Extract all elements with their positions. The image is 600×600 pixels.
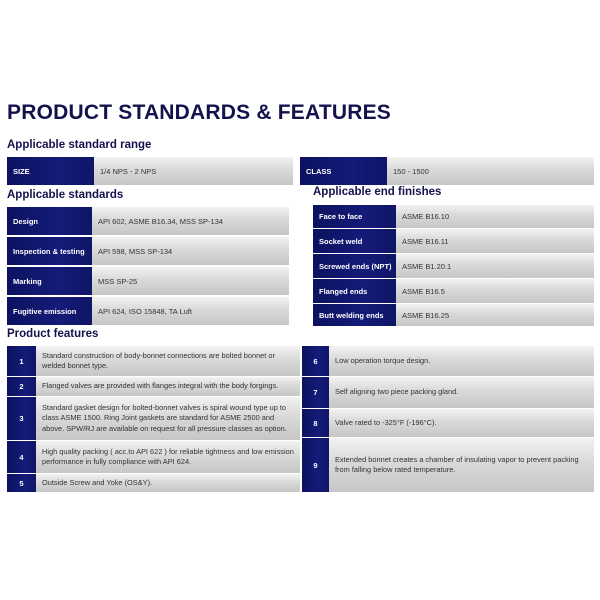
- feature-item: [7, 474, 300, 492]
- standard-value: MSS SP-25: [92, 267, 289, 295]
- feature-text: Outside Screw and Yoke (OS&Y).: [36, 474, 300, 492]
- standards-heading: Applicable standards: [7, 189, 124, 201]
- class-label: CLASS: [300, 157, 387, 185]
- standard-label: Design: [7, 207, 92, 235]
- feature-number: 7: [302, 377, 329, 408]
- page-title: PRODUCT STANDARDS & FEATURES: [7, 101, 391, 124]
- standard-value: API 598, MSS SP-134: [92, 237, 289, 265]
- feature-text: Extended bonnet creates a chamber of insulating vapor to prevent packing from falling below rated temperature.: [329, 438, 594, 492]
- standards-row: [7, 297, 289, 325]
- feature-text: Flanged valves are provided with flanges integral with the body forgings.: [36, 377, 300, 396]
- standards-row: [7, 207, 289, 235]
- feature-number: 5: [7, 474, 36, 492]
- standard-value: API 602, ASME B16.34, MSS SP-134: [92, 207, 289, 235]
- standards-row: [7, 237, 289, 265]
- end-finish-label: Screwed ends (NPT): [313, 254, 396, 278]
- feature-number: 1: [7, 346, 36, 376]
- end-finish-row: [313, 304, 594, 326]
- feature-number: 9: [302, 438, 329, 492]
- feature-number: 8: [302, 409, 329, 437]
- end-finish-label: Socket weld: [313, 229, 396, 253]
- feature-text: Low operation torque design.: [329, 346, 594, 376]
- feature-text: High quality packing ( acc.to API 622 ) for reliable tightness and low emission performance in fully compliance with API 624.: [36, 441, 300, 473]
- size-row: [7, 157, 293, 185]
- class-row: [300, 157, 594, 185]
- end-finish-value: ASME B16.25: [396, 304, 594, 326]
- end-finish-value: ASME B16.11: [396, 229, 594, 253]
- feature-number: 4: [7, 441, 36, 473]
- end-finish-row: [313, 229, 594, 253]
- feature-item: [7, 397, 300, 440]
- end-finish-value: ASME B16.10: [396, 205, 594, 228]
- end-finishes-heading: Applicable end finishes: [313, 186, 442, 198]
- feature-number: 6: [302, 346, 329, 376]
- feature-text: Valve rated to -325°F (-196°C).: [329, 409, 594, 437]
- feature-text: Self aligning two piece packing gland.: [329, 377, 594, 408]
- end-finish-row: [313, 254, 594, 278]
- standard-label: Marking: [7, 267, 92, 295]
- class-value: 150 - 1500: [387, 157, 594, 185]
- features-heading: Product features: [7, 328, 99, 340]
- feature-item: [7, 441, 300, 473]
- feature-number: 2: [7, 377, 36, 396]
- end-finish-label: Butt welding ends: [313, 304, 396, 326]
- end-finish-label: Flanged ends: [313, 279, 396, 303]
- feature-item: [302, 346, 594, 376]
- standard-label: Inspection & testing: [7, 237, 92, 265]
- end-finish-row: [313, 205, 594, 228]
- feature-item: [7, 346, 300, 376]
- end-finish-label: Face to face: [313, 205, 396, 228]
- end-finish-value: ASME B16.5: [396, 279, 594, 303]
- standard-range-heading: Applicable standard range: [7, 139, 152, 151]
- end-finish-row: [313, 279, 594, 303]
- standards-row: [7, 267, 289, 295]
- end-finish-value: ASME B1.20.1: [396, 254, 594, 278]
- standard-label: Fugitive emission: [7, 297, 92, 325]
- size-value: 1/4 NPS - 2 NPS: [94, 157, 293, 185]
- feature-text: Standard construction of body-bonnet connections are bolted bonnet or welded bonnet type.: [36, 346, 300, 376]
- feature-text: Standard gasket design for bolted-bonnet valves is spiral wound type up to class ASME 1500. Ring Joint gaskets are standard for ASME 2500 and above. SPW/RJ are available on request for all pressure classes as option.: [36, 397, 300, 440]
- feature-item: [302, 409, 594, 437]
- feature-item: [302, 377, 594, 408]
- feature-item: [302, 438, 594, 492]
- feature-item: [7, 377, 300, 396]
- standard-value: API 624, ISO 15848, TA Luft: [92, 297, 289, 325]
- size-label: SIZE: [7, 157, 94, 185]
- feature-number: 3: [7, 397, 36, 440]
